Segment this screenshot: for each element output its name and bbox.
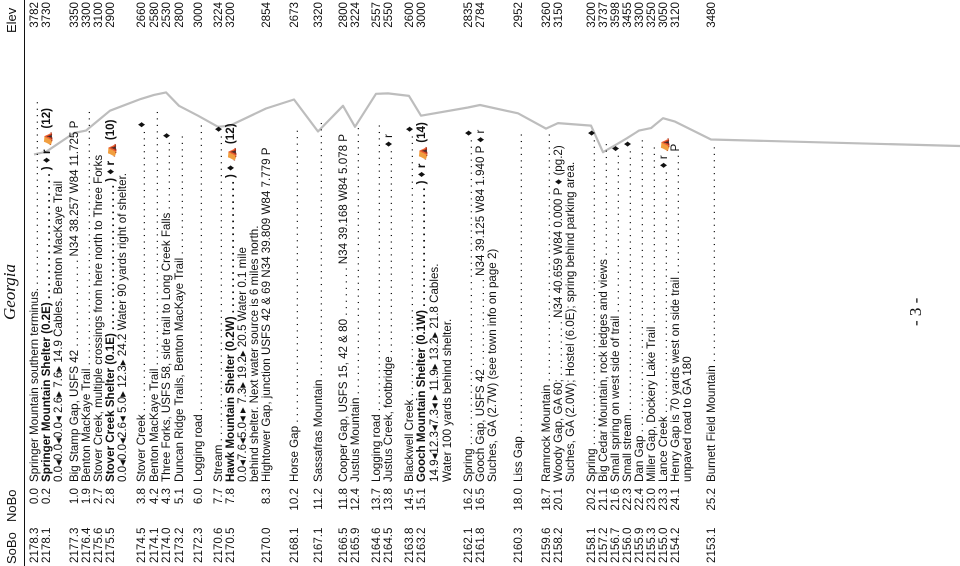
entry-elev: 3200 — [585, 2, 598, 28]
entry-nobo: 2.8 — [104, 488, 117, 505]
entry-elev: 2557 — [370, 2, 383, 28]
entry-elev: 3224 — [212, 2, 225, 28]
entry-text: Ramrock Mountain . . . . . . . . . . . . . . . . . . . . . . . . . . . . . . . . . . . . . . . — [540, 133, 553, 482]
entry-elev: 3320 — [312, 2, 325, 28]
entry-text: Dan Gap . . . . . . . . . . . . . . . . . . . . . . . . . . . . . . . . . . . . . . . . . . . . . . — [633, 139, 646, 482]
entry-nobo: 22.3 — [621, 488, 634, 511]
entry-sobo: 2164.5 — [382, 527, 395, 563]
entry-text: Big Cedar Mountain, rock ledges and views . . . . . . . . . . . . . . . . . . — [597, 143, 610, 482]
entry-nobo: 12.4 — [349, 488, 362, 511]
entry-sobo: 2160.3 — [512, 527, 525, 563]
entry-elev: 3300 — [633, 2, 646, 28]
entry-text: Small spring on west side of trail . . . . . . . . . . . . . . . . . . . . . . . . . ♦ — [609, 145, 622, 482]
entry-elev: 2900 — [104, 2, 117, 28]
entry-elev: 3150 — [552, 2, 565, 28]
entry-text: Three Forks, USFS 58, side trail to Long Creek Falls . . . . . . . . . . . ♦ — [160, 132, 173, 482]
entry-elev: 2854 — [260, 2, 273, 28]
entry-sobo: 2162.1 — [462, 527, 475, 563]
elev-header: Elev — [4, 7, 19, 33]
entry-elev: 2530 — [160, 2, 173, 28]
entry-text: Henry Gap is 70 yards west on side trail . . . . . . . . . . . . . . . . . . . P — [669, 143, 682, 482]
entry-text: Miller Gap, Dockery Lake Trail . . . . . . . . . . . . . . . . . . . . . . . . . . . . — [645, 146, 658, 482]
state-title: Georgia — [0, 263, 19, 320]
entry-sobo: 2175.5 — [104, 527, 117, 563]
entry-text: Logging road . . . . . . . . . . . . . . . . . . . . . . . . . . . . . . . . . . . . . . . . . . . . . — [192, 124, 205, 482]
entry-sobo: 2170.5 — [224, 527, 237, 563]
entry-nobo: 13.8 — [382, 488, 395, 511]
entry-elev: 2580 — [148, 2, 161, 28]
entry-text: Gooch Mountain Shelter (0.1W) . . . . . . . . . . . . . . . . . . . ) ♦ r ⛺ (14) — [415, 122, 428, 482]
entry-text: Woody Gap, GA 60; . . . . . . . . . N34 40.659 W84 0.000 P ♦ (pg.2) — [552, 145, 565, 482]
entry-elev: 3598 — [609, 2, 622, 28]
entry-sobo: 2178.1 — [40, 527, 53, 563]
entry-text: Sassafras Mountain . . . . . . . . . . . . . . . . . . . . . . . . . . . . . . . . . . . . . . . . — [312, 121, 325, 482]
entry-text: Justus Mountain . . . . . . . . . . . . . . . . . . . . . . . . . . . . . . . . . . . . . . . . . . — [349, 127, 362, 482]
entry-sobo: 2175.6 — [92, 527, 105, 563]
entry-nobo: 11.2 — [312, 488, 325, 510]
entry-nobo: 3.8 — [135, 488, 148, 505]
entry-sobo: 2164.6 — [370, 527, 383, 563]
entry-nobo: 6.0 — [192, 488, 205, 505]
entry-elev: 2600 — [403, 2, 416, 28]
entry-elev: 2660 — [135, 2, 148, 28]
entry-text: Cooper Gap, USFS 15, 42 & 80 . . . . . . . . N34 39.168 W84 5.078 P — [337, 133, 350, 482]
entry-sobo: 2173.2 — [173, 527, 186, 563]
entry-nobo: 23.3 — [657, 488, 670, 511]
nobo-header: NoBo — [4, 489, 19, 522]
entry-sobo: 2155.9 — [633, 527, 646, 563]
entry-elev: 2784 — [474, 2, 487, 28]
entry-elev: 3100 — [92, 2, 105, 28]
entry-elev: 3260 — [540, 2, 553, 28]
entry-nobo: 16.5 — [474, 488, 487, 511]
entry-sobo: 2166.5 — [337, 527, 350, 563]
entry-text: Hightower Gap, junction USFS 42 & 69 N34 39.809 W84 7.779 P — [260, 147, 273, 482]
entry-elev: 3000 — [192, 2, 205, 28]
entry-sobo: 2176.4 — [80, 527, 93, 563]
entry-text: 0.0◂0.0◂0.0◂ 2.6▸ 7.6▸ 14.9 Cables. Benton MacKaye Trail — [52, 180, 65, 482]
entry-elev: 3224 — [349, 2, 362, 28]
entry-nobo: 4.3 — [160, 488, 173, 505]
entry-elev: 3737 — [597, 2, 610, 28]
entry-sobo: 2172.3 — [192, 527, 205, 563]
entry-elev: 3250 — [645, 2, 658, 28]
entry-sobo: 2155.0 — [657, 527, 670, 563]
entry-elev: 2550 — [382, 2, 395, 28]
entry-nobo: 18.0 — [512, 488, 525, 511]
entry-elev: 3200 — [224, 2, 237, 28]
entry-nobo: 14.5 — [403, 488, 416, 511]
entry-sobo: 2156.7 — [609, 527, 622, 563]
entry-text: Justus Creek, footbridge . . . . . . . . . . . . . . . . . . . . . . . . . . . . . . . . ♦ r — [382, 133, 395, 482]
entry-elev: 3350 — [68, 2, 81, 28]
entry-sobo: 2174.0 — [160, 527, 173, 563]
entry-sobo: 2153.1 — [705, 527, 718, 563]
entry-nobo: 21.6 — [609, 488, 622, 511]
entry-text: unpaved road to GA 180 — [681, 356, 694, 482]
entry-elev: 3480 — [705, 2, 718, 28]
entry-sobo: 2157.2 — [597, 527, 610, 563]
entry-nobo: 20.1 — [552, 488, 565, 511]
entry-nobo: 13.7 — [370, 488, 383, 511]
entry-sobo: 2158.1 — [585, 527, 598, 563]
entry-text: behind shelter. Next water source is 6 miles north. — [248, 225, 261, 482]
entry-nobo: 0.0 — [28, 488, 41, 505]
entry-sobo: 2167.1 — [312, 527, 325, 563]
entry-elev: 2673 — [288, 2, 301, 28]
entry-nobo: 21.1 — [597, 488, 610, 511]
entry-nobo: 24.1 — [669, 488, 682, 511]
entry-nobo: 10.2 — [288, 488, 301, 511]
entry-sobo: 2163.8 — [403, 527, 416, 563]
entry-nobo: 11.8 — [337, 488, 350, 510]
entry-nobo: 22.4 — [633, 488, 646, 511]
entry-text: Liss Gap . . . . . . . . . . . . . . . . . . . . . . . . . . . . . . . . . . . . . . . . . . . . . . . — [512, 133, 525, 482]
entry-sobo: 2163.2 — [415, 527, 428, 563]
entry-sobo: 2154.2 — [669, 527, 682, 563]
entry-nobo: 16.2 — [462, 488, 475, 511]
entry-sobo: 2170.6 — [212, 527, 225, 563]
entry-text: Logging road . . . . . . . . . . . . . . . . . . . . . . . . . . . . . . . . . . . . . . . . . . . . . — [370, 124, 383, 482]
entry-nobo: 2.7 — [92, 488, 105, 505]
entry-elev: 3300 — [80, 2, 93, 28]
entry-text: 0.0◂7.6◂5.0◂ ▸ 7.3▸ 19.2▸ 20.5 Water 0.1 mile — [236, 247, 249, 482]
header-rule — [24, 0, 25, 566]
entry-nobo: 20.2 — [585, 488, 598, 511]
entry-elev: 3120 — [669, 2, 682, 28]
entry-nobo: 1.9 — [80, 488, 93, 505]
entry-text: Water 100 yards behind shelter. — [441, 318, 454, 482]
entry-nobo: 5.1 — [173, 488, 186, 505]
entry-nobo: 4.2 — [148, 488, 161, 505]
entry-text: Suches, GA (2.7W) (see town info on page 2) — [486, 248, 499, 482]
entry-elev: 3050 — [657, 2, 670, 28]
entry-elev: 3782 — [28, 2, 41, 28]
entry-sobo: 2174.1 — [148, 527, 161, 563]
entry-text: Hawk Mountain Shelter (0.2W) . . . . . . . . . . . . . . . . . . . . . ) ♦ ⛺ (12) — [224, 123, 237, 482]
entry-text: Stover Creek . . . . . . . . . . . . . . . . . . . . . . . . . . . . . . . . . . . . . . . . . . . . ♦ — [135, 121, 148, 482]
entry-text: Stover Creek, multiple crossings from here north to Three Forks — [92, 154, 105, 482]
entry-text: 14.9◂12.3◂7.3◂ ▸ 11.9▸ 13.2▸ 21.8 Cables. — [428, 263, 441, 482]
entry-sobo: 2161.8 — [474, 527, 487, 563]
entry-nobo: 15.1 — [415, 488, 428, 511]
entry-sobo: 2156.0 — [621, 527, 634, 563]
entry-text: Blackwell Creek . . . . . . . . . . . . . . . . . . . . . . . . . . . . . . . . . . . . . . . . . ♦ — [403, 126, 416, 482]
entry-sobo: 2170.0 — [260, 527, 273, 563]
entry-elev: 3455 — [621, 2, 634, 28]
entry-text: Spring . . . . . . . . . . . . . . . . . . . . . . . . . . . . . . . . . . . . . . . . . . . . . . . . ♦ — [585, 130, 598, 482]
entry-nobo: 7.7 — [212, 488, 225, 505]
entry-text: Lance Creek . . . . . . . . . . . . . . . . . . . . . . . . . . . . . . . . . . . . . . ♦ r ⛺ — [657, 137, 670, 482]
entry-sobo: 2174.5 — [135, 527, 148, 563]
entry-sobo: 2158.2 — [552, 527, 565, 563]
entry-nobo: 23.0 — [645, 488, 658, 511]
entry-elev: 3730 — [40, 2, 53, 28]
entry-sobo: 2165.9 — [349, 527, 362, 563]
entry-text: Gooch Gap, USFS 42 . . . . . . . . . . . . . . N34 39.125 W84 1.940 P ♦ r — [474, 129, 487, 482]
entry-sobo: 2168.1 — [288, 527, 301, 563]
entry-text: Stream . . . . . . . . . . . . . . . . . . . . . . . . . . . . . . . . . . . . . . . . . . . . . . . . ♦ — [212, 126, 225, 482]
entry-text: 0.0◂0.0◂2.6◂ 5.0▸ 12.3▸ 24.2 Water 90 yards right of shelter. — [116, 172, 129, 482]
entry-elev: 2800 — [173, 2, 186, 28]
entry-nobo: 7.8 — [224, 488, 237, 505]
page-number: - 3 - — [906, 297, 925, 326]
entry-text: Burnett Field Mountain . . . . . . . . . . . . . . . . . . . . . . . . . . . . . . . . . . — [705, 146, 718, 482]
entry-nobo: 0.2 — [40, 488, 53, 505]
entry-text: Big Stamp Gap, USFS 42 . . . . . . . . . . . . . . N34 38.257 W84 11.725 P — [68, 120, 81, 482]
entry-text: Small stream . . . . . . . . . . . . . . . . . . . . . . . . . . . . . . . . . . . . . . . . . ♦ — [621, 141, 634, 482]
entry-nobo: 1.0 — [68, 488, 81, 505]
entry-nobo: 25.2 — [705, 488, 718, 511]
entry-sobo: 2159.6 — [540, 527, 553, 563]
sobo-header: SoBo — [4, 532, 19, 564]
entry-text: Benton MacKaye Trail . . . . . . . . . . . . . . . . . . . . . . . . . . . . . . . . . . . . . . . . — [148, 110, 161, 482]
entry-elev: 3000 — [415, 2, 428, 28]
entry-sobo: 2178.3 — [28, 527, 41, 563]
entry-sobo: 2177.3 — [68, 527, 81, 563]
entry-text: Springer Mountain Shelter (0.2E) . . . . . . . . . . . . . . . . . . . . ) ♦ r ⛺ (12) — [40, 107, 53, 482]
entry-sobo: 2155.3 — [645, 527, 658, 563]
entry-text: Horse Gap . . . . . . . . . . . . . . . . . . . . . . . . . . . . . . . . . . . . . . . . . . . . . . — [288, 129, 301, 482]
entry-elev: 2952 — [512, 2, 525, 28]
entry-text: Spring . . . . . . . . . . . . . . . . . . . . . . . . . . . . . . . . . . . . . . . . . . . . . . . . ♦ — [462, 130, 475, 482]
entry-nobo: 8.3 — [260, 488, 273, 505]
entry-elev: 2835 — [462, 2, 475, 28]
entry-text: Duncan Ridge Trails, Benton MacKaye Trail . . . . . . . . . . . . . . . . . . . — [173, 135, 186, 482]
entry-text: Stover Creek Shelter (0.1E) . . . . . . . . . . . . . . . . . . . . . . . ) ♦ r ⛺ (10) — [104, 119, 117, 482]
entry-text: Suches, GA (2.0W); Hostel (6.0E); spring behind parking area. — [564, 161, 577, 482]
entry-text: Springer Mountain southern terminus. . . . . . . . . . . . . . . . . . . . . . . . . . . . . . — [28, 101, 41, 482]
entry-text: Benton MacKaye Trail . . . . . . . . . . . . . . . . . . . . . . . . . . . . . . . . . . . . . . . . — [80, 110, 93, 482]
entry-elev: 2800 — [337, 2, 350, 28]
entry-nobo: 18.7 — [540, 488, 553, 511]
